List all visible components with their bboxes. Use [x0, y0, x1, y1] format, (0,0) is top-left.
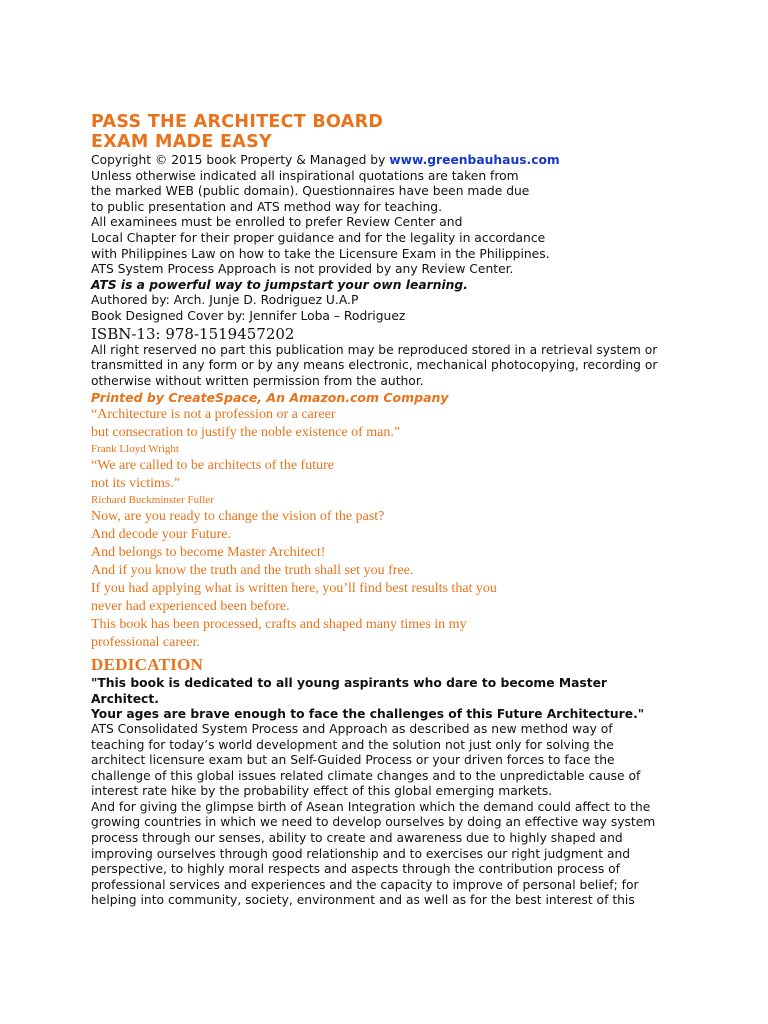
body-line: professional services and experiences and the capacity to improve of personal belief; for	[91, 877, 639, 892]
rights-line: otherwise without written permission from the author.	[91, 373, 424, 388]
motivation-line: never had experienced been before.	[91, 599, 290, 615]
quote-author: Frank Lloyd Wright	[91, 443, 179, 456]
body-line: helping into community, society, environment and as well as for the best interest of this	[91, 893, 635, 908]
dedication-quote	[91, 676, 686, 722]
authored-by: Authored by: Arch. Junje D. Rodriguez U.A.P	[91, 293, 359, 308]
dedication-quote-line: Architect.	[91, 691, 159, 706]
body-line: architect licensure exam but an Self-Guided Process or your driven forces to face the	[91, 753, 615, 768]
intro-line: to public presentation and ATS method way for teaching.	[91, 199, 443, 214]
isbn: ISBN-13: 978-1519457202	[91, 324, 295, 343]
motivation-line: And belongs to become Master Architect!	[91, 545, 326, 561]
body-line: perspective, to highly moral respects and aspects through the contribution process of	[91, 862, 620, 877]
intro-line: the marked WEB (public domain). Questionnaires have been made due	[91, 184, 530, 199]
motivation-line: Now, are you ready to change the vision of the past?	[91, 509, 385, 525]
quote-line: but consecration to justify the noble existence of man.”	[91, 425, 401, 441]
intro-line: ATS System Process Approach is not provided by any Review Center.	[91, 262, 514, 277]
body-line: And for giving the glimpse birth of Asean Integration which the demand could affect to the	[91, 799, 651, 814]
body-line: process through our senses, ability to create and awareness due to highly shaped and	[91, 831, 623, 846]
tagline: ATS is a powerful way to jumpstart your own learning.	[91, 277, 468, 292]
cover-designer: Book Designed Cover by: Jennifer Loba – Rodriguez	[91, 308, 406, 323]
intro-line: All examinees must be enrolled to prefer Review Center and	[91, 215, 463, 230]
rights-line: transmitted in any form or by any means electronic, mechanical photocopying, recording or	[91, 358, 658, 373]
dedication-quote-line: "This book is dedicated to all young aspirants who dare to become Master	[91, 676, 607, 691]
book-title-line-1: PASS THE ARCHITECT BOARD	[91, 112, 384, 132]
quote-line: not its victims.”	[91, 476, 181, 492]
intro-line: Local Chapter for their proper guidance and for the legality in accordance	[91, 230, 546, 245]
motivation-line: If you had applying what is written here, you’ll find best results that you	[91, 581, 497, 597]
dedication-heading: DEDICATION	[91, 655, 204, 675]
copyright-text: Copyright © 2015 book Property & Managed by	[91, 153, 390, 167]
quote-line: “We are called to be architects of the future	[91, 458, 334, 474]
dedication-quote-line: Your ages are brave enough to face the challenges of this Future Architecture."	[91, 706, 645, 721]
motivation-line: professional career.	[91, 635, 200, 651]
quote-1	[91, 406, 686, 457]
intro-paragraph	[91, 169, 686, 278]
body-line: challenge of this global issues related climate changes and to the unpredictable cause of	[91, 768, 641, 783]
copyright-line	[91, 153, 686, 169]
intro-line: with Philippines Law on how to take the Licensure Exam in the Philippines.	[91, 246, 550, 261]
printed-by: Printed by CreateSpace, An Amazon.com Company	[91, 390, 449, 406]
rights-line: All right reserved no part this publication may be reproduced stored in a retrieval system or	[91, 342, 658, 357]
body-line: teaching for today’s world development and the solution not just only for solving the	[91, 737, 614, 752]
rights-paragraph	[91, 343, 686, 390]
motivation-line: And decode your Future.	[91, 527, 231, 543]
body-line: improving ourselves through good relationship and to exercises our right judgment and	[91, 846, 631, 861]
body-paragraph	[91, 722, 686, 909]
quote-2	[91, 457, 686, 508]
intro-line: Unless otherwise indicated all inspirational quotations are taken from	[91, 168, 519, 183]
document-content	[91, 112, 686, 909]
quote-line: “Architecture is not a profession or a career	[91, 407, 336, 423]
website-link[interactable]: www.greenbauhaus.com	[389, 153, 560, 167]
motivation-paragraph	[91, 508, 686, 652]
quote-author: Richard Buckminster Fuller	[91, 494, 214, 507]
book-title-line-2: EXAM MADE EASY	[91, 132, 273, 152]
motivation-line: This book has been processed, crafts and shaped many times in my	[91, 617, 467, 633]
body-line: interest rate hike by the probability effect of this global emerging markets.	[91, 784, 553, 799]
motivation-line: And if you know the truth and the truth shall set you free.	[91, 563, 414, 579]
body-line: ATS Consolidated System Process and Approach as described as new method way of	[91, 721, 613, 736]
body-line: growing countries in which we need to develop ourselves by doing an effective way system	[91, 815, 656, 830]
